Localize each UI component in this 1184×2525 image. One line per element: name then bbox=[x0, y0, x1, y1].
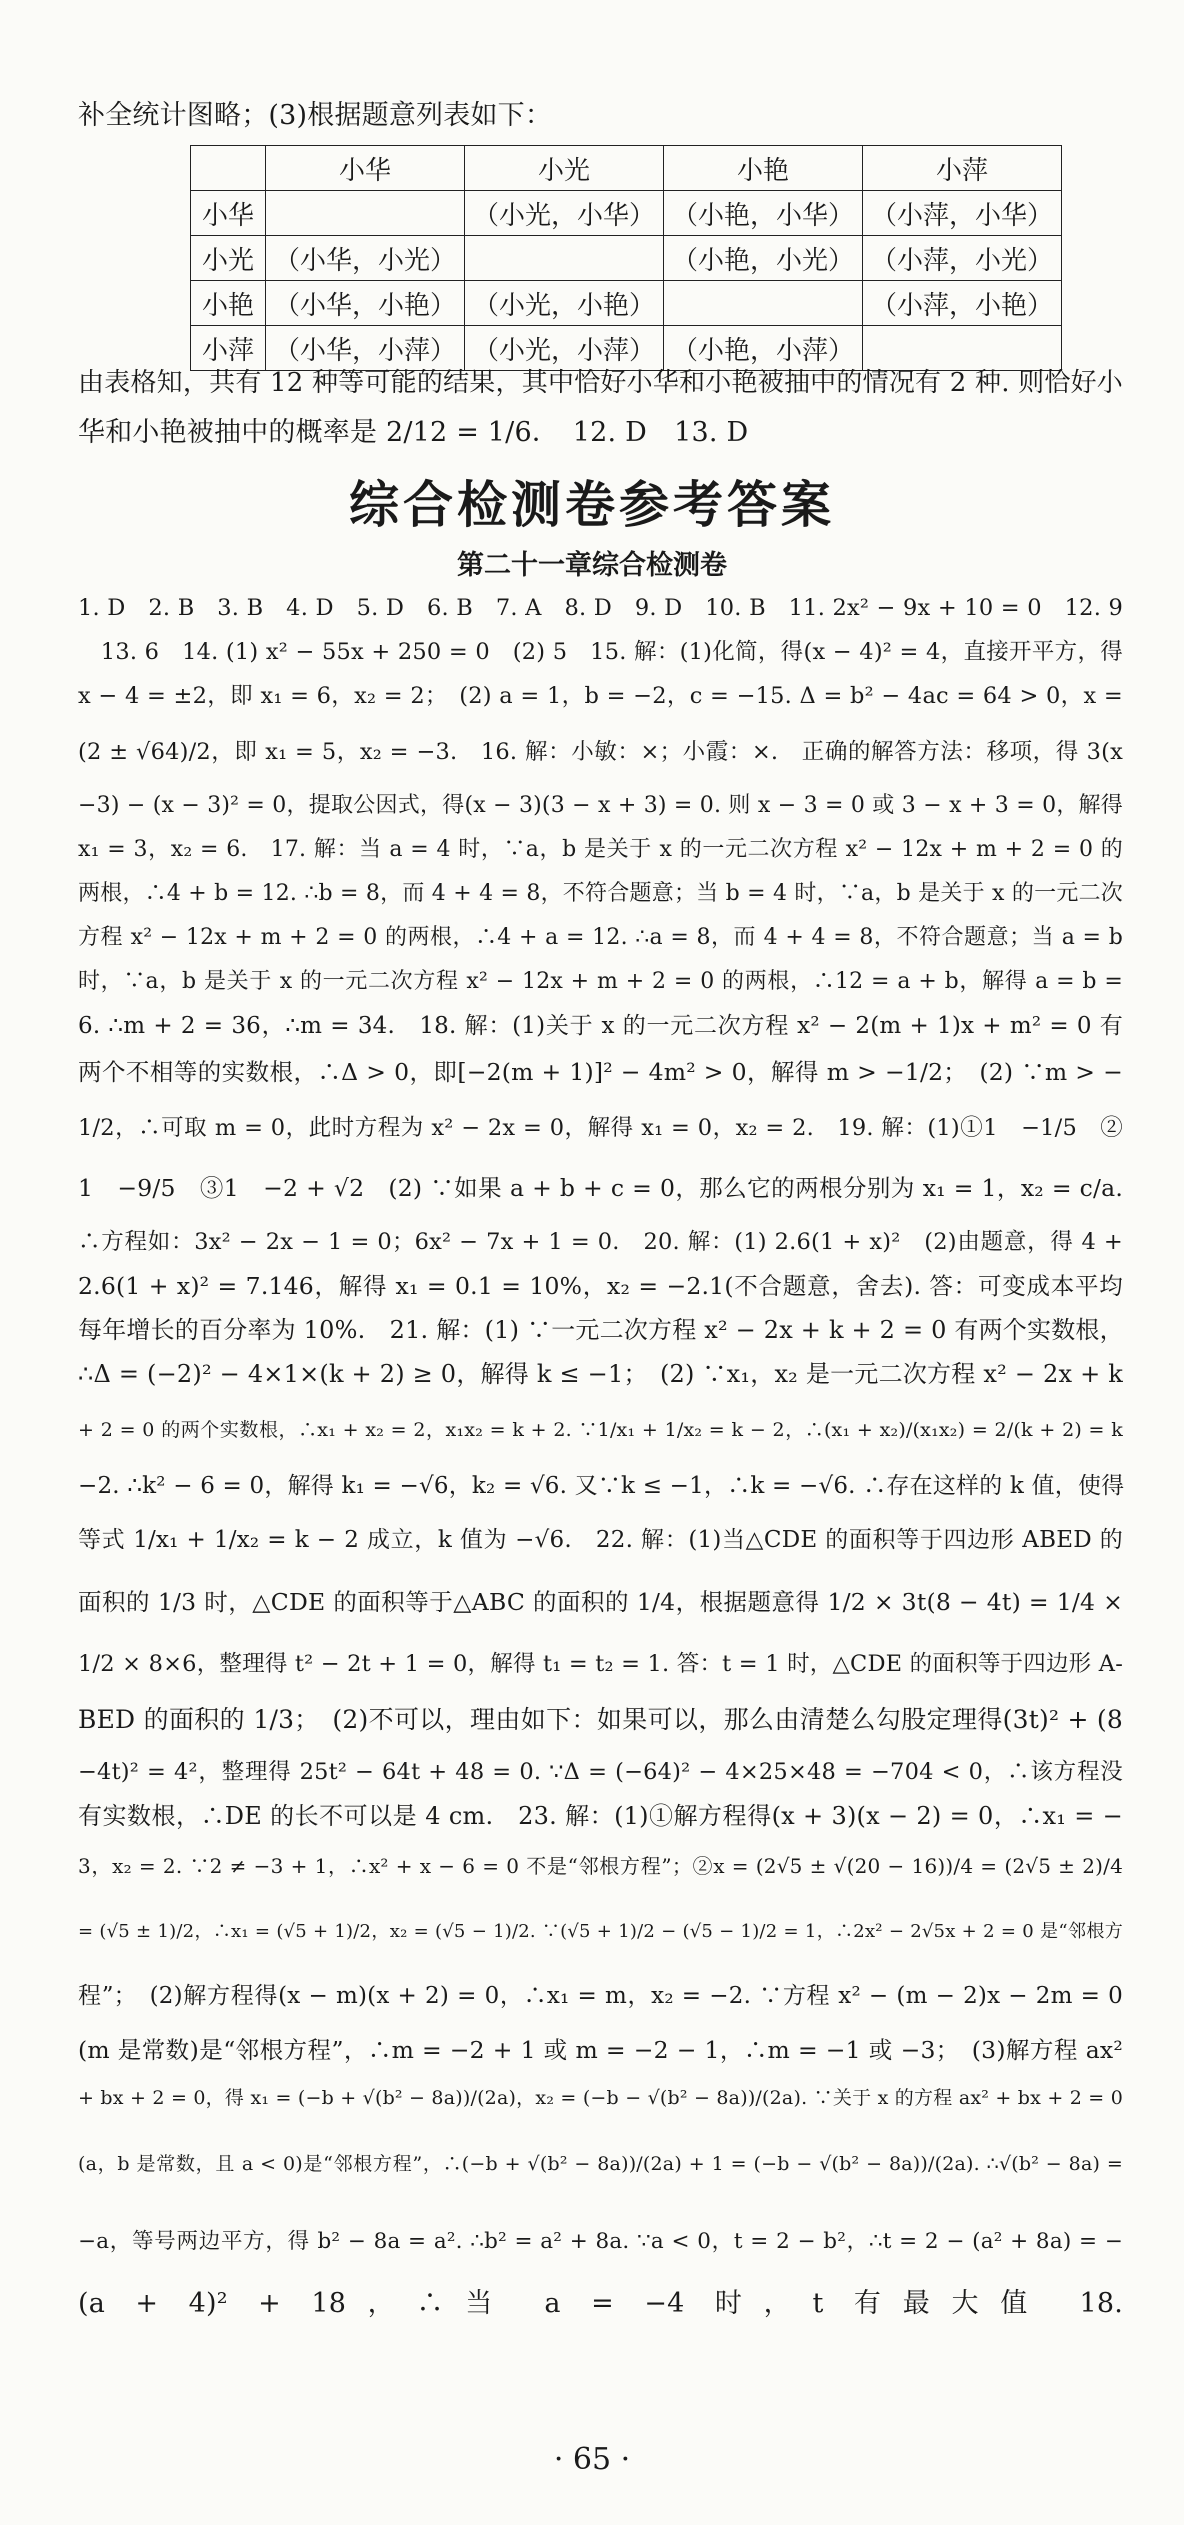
table-cell bbox=[664, 281, 863, 326]
answer-line: BED 的面积的 1/3； (2)不可以，理由如下：如果可以，那么由清楚么勾股定理得(3t)² + (8 bbox=[78, 1705, 1123, 1734]
answer-line: −2. ∴k² − 6 = 0，解得 k₁ = −√6，k₂ = √6. 又∵k ≤ −1，∴k = −√6. ∴存在这样的 k 值，使得 bbox=[78, 1473, 1125, 1499]
table-cell: （小华，小艳） bbox=[266, 281, 465, 326]
answer-line: (2 ± √64)/2，即 x₁ = 5，x₂ = −3. 16. 解：小敏：×；小霞：×. 正确的解答方法：移项，得 3(x bbox=[78, 739, 1123, 765]
page-title: 综合检测卷参考答案 bbox=[349, 476, 835, 534]
answer-line: 方程 x² − 12x + m + 2 = 0 的两根，∴4 + a = 12. ∴a = 8，而 4 + 4 = 8，不符合题意；当 a = b bbox=[78, 925, 1123, 950]
table-cell: （小华，小萍） bbox=[266, 326, 465, 371]
table-cell: （小萍，小华） bbox=[863, 191, 1062, 236]
answer-line: x₁ = 3，x₂ = 6. 17. 解：当 a = 4 时，∵a，b 是关于 x 的一元二次方程 x² − 12x + m + 2 = 0 的 bbox=[78, 837, 1123, 862]
table-cell: （小艳，小华） bbox=[664, 191, 863, 236]
draw-result-table bbox=[190, 145, 1062, 371]
table-header-cell: 小华 bbox=[266, 146, 465, 191]
table-cell bbox=[266, 191, 465, 236]
answer-line: 1 −9/5 ③1 −2 + √2 (2) ∵如果 a + b + c = 0，那么它的两根分别为 x₁ = 1，x₂ = c/a. bbox=[78, 1174, 1123, 1202]
answer-line: 每年增长的百分率为 10%. 21. 解：(1) ∵一元二次方程 x² − 2x + k + 2 = 0 有两个实数根， bbox=[78, 1316, 1124, 1344]
table-cell: （小艳，小光） bbox=[664, 236, 863, 281]
answer-line: 等式 1/x₁ + 1/x₂ = k − 2 成立，k 值为 −√6. 22. 解：(1)当△CDE 的面积等于四边形 ABED 的 bbox=[78, 1527, 1123, 1553]
answer-line: 1. D 2. B 3. B 4. D 5. D 6. B 7. A 8. D 9. D 10. B 11. 2x² − 9x + 10 = 0 12. 9 bbox=[78, 595, 1123, 621]
answer-line: ∴方程如：3x² − 2x − 1 = 0；6x² − 7x + 1 = 0. 20. 解：(1) 2.6(1 + x)² (2)由题意，得 4 + bbox=[78, 1229, 1123, 1255]
table-row bbox=[191, 281, 1062, 326]
page-number: · 65 · bbox=[553, 2442, 631, 2477]
row-header: 小光 bbox=[191, 236, 266, 281]
table-cell: （小萍，小光） bbox=[863, 236, 1062, 281]
answer-line: 面积的 1/3 时，△CDE 的面积等于△ABC 的面积的 1/4，根据题意得 1/2 × 3t(8 − 4t) = 1/4 × bbox=[78, 1588, 1123, 1616]
answer-line: 程”； (2)解方程得(x − m)(x + 2) = 0，∴x₁ = m，x₂ = −2. ∵方程 x² − (m − 2)x − 2m = 0 bbox=[78, 1983, 1123, 2009]
answer-line: 时，∵a，b 是关于 x 的一元二次方程 x² − 12x + m + 2 = 0 的两根，∴12 = a + b，解得 a = b = bbox=[78, 969, 1123, 994]
answer-line: −a，等号两边平方，得 b² − 8a = a². ∴b² = a² + 8a. ∵a < 0，t = 2 − b²，∴t = 2 − (a² + 8a) = − bbox=[78, 2229, 1123, 2254]
answer-line: 有实数根，∴DE 的长不可以是 4 cm. 23. 解：(1)①解方程得(x + 3)(x − 2) = 0，∴x₁ = − bbox=[78, 1802, 1123, 1830]
answer-line: 3，x₂ = 2. ∵2 ≠ −3 + 1，∴x² + x − 6 = 0 不是“邻根方程”；②x = (2√5 ± √(20 − 16))/4 = (2√5 ± 2)/4 bbox=[78, 1854, 1123, 1878]
answer-line: = (√5 ± 1)/2，∴x₁ = (√5 + 1)/2，x₂ = (√5 − 1)/2. ∵(√5 + 1)/2 − (√5 − 1)/2 = 1，∴2x² − 2√5x + 2 = 0 是“邻根方 bbox=[78, 1921, 1123, 1942]
answer-line: ∴Δ = (−2)² − 4×1×(k + 2) ≥ 0，解得 k ≤ −1； (2) ∵x₁，x₂ 是一元二次方程 x² − 2x + k bbox=[78, 1360, 1123, 1388]
table-header-cell: 小光 bbox=[465, 146, 664, 191]
table-cell: （小艳，小萍） bbox=[664, 326, 863, 371]
row-header: 小艳 bbox=[191, 281, 266, 326]
table-header-cell: 小萍 bbox=[863, 146, 1062, 191]
answer-line: −3) − (x − 3)² = 0，提取公因式，得(x − 3)(3 − x + 3) = 0. 则 x − 3 = 0 或 3 − x + 3 = 0，解得 bbox=[78, 793, 1123, 818]
table-header-row bbox=[191, 146, 1062, 191]
section-subtitle: 第二十一章综合检测卷 bbox=[457, 550, 727, 581]
answer-line: 两个不相等的实数根，∴Δ > 0，即[−2(m + 1)]² − 4m² > 0，解得 m > −1/2； (2) ∵m > − bbox=[78, 1058, 1123, 1086]
answer-line: (a，b 是常数，且 a < 0)是“邻根方程”，∴(−b + √(b² − 8a))/(2a) + 1 = (−b − √(b² − 8a))/(2a). ∴√(b² − 8a) = bbox=[78, 2153, 1123, 2175]
row-header: 小华 bbox=[191, 191, 266, 236]
answer-line: 1/2 × 8×6，整理得 t² − 2t + 1 = 0，解得 t₁ = t₂ = 1. 答：t = 1 时，△CDE 的面积等于四边形 A- bbox=[78, 1651, 1123, 1677]
answer-line: (m 是常数)是“邻根方程”，∴m = −2 + 1 或 m = −2 − 1，∴m = −1 或 −3； (3)解方程 ax² bbox=[78, 2036, 1123, 2064]
answer-line: + 2 = 0 的两个实数根，∴x₁ + x₂ = 2，x₁x₂ = k + 2. ∵1/x₁ + 1/x₂ = k − 2，∴(x₁ + x₂)/(x₁x₂) = 2/(k + 2) = k bbox=[78, 1419, 1123, 1441]
answer-line: 两根，∴4 + b = 12. ∴b = 8，而 4 + 4 = 8，不符合题意；当 b = 4 时，∵a，b 是关于 x 的一元二次 bbox=[78, 881, 1123, 906]
answer-line: + bx + 2 = 0，得 x₁ = (−b + √(b² − 8a))/(2a)，x₂ = (−b − √(b² − 8a))/(2a). ∵关于 x 的方程 ax² + bx + 2 = 0 bbox=[78, 2087, 1123, 2109]
table-row bbox=[191, 191, 1062, 236]
answer-line: 2.6(1 + x)² = 7.146，解得 x₁ = 0.1 = 10%，x₂ = −2.1(不合题意，舍去). 答：可变成本平均 bbox=[78, 1272, 1123, 1300]
row-header: 小萍 bbox=[191, 326, 266, 371]
answer-line: (a + 4)² + 18，∴当 a = −4 时，t 有最大值 18. bbox=[78, 2288, 1123, 2319]
answer-line: −4t)² = 4²，整理得 25t² − 64t + 48 = 0. ∵Δ = (−64)² − 4×25×48 = −704 < 0，∴该方程没 bbox=[78, 1759, 1123, 1785]
table-row bbox=[191, 236, 1062, 281]
answer-line: 13. 6 14. (1) x² − 55x + 250 = 0 (2) 5 15. 解：(1)化简，得(x − 4)² = 4，直接开平方，得 bbox=[78, 639, 1123, 665]
intro-text: 补全统计图略；(3)根据题意列表如下： bbox=[78, 100, 553, 131]
table-cell: （小萍，小艳） bbox=[863, 281, 1062, 326]
table-cell: （小光，小华） bbox=[465, 191, 664, 236]
table-cell bbox=[191, 146, 266, 191]
answer-line: 1/2，∴可取 m = 0，此时方程为 x² − 2x = 0，解得 x₁ = 0，x₂ = 2. 19. 解：(1)①1 −1/5 ② bbox=[78, 1115, 1123, 1141]
table-cell bbox=[465, 236, 664, 281]
table-cell: （小光，小艳） bbox=[465, 281, 664, 326]
answer-line: x − 4 = ±2，即 x₁ = 6，x₂ = 2； (2) a = 1，b = −2，c = −15. Δ = b² − 4ac = 64 > 0，x = bbox=[78, 683, 1123, 709]
table-header-cell: 小艳 bbox=[664, 146, 863, 191]
probability-text: 华和小艳被抽中的概率是 2/12 = 1/6． 12. D 13. D bbox=[78, 417, 749, 448]
table-cell: （小光，小萍） bbox=[465, 326, 664, 371]
answer-line: 6. ∴m + 2 = 36，∴m = 34. 18. 解：(1)关于 x 的一元二次方程 x² − 2(m + 1)x + m² = 0 有 bbox=[78, 1013, 1123, 1039]
probability-text: 由表格知，共有 12 种等可能的结果，其中恰好小华和小艳被抽中的情况有 2 种. 则恰好小 bbox=[78, 368, 1123, 398]
table-cell: （小华，小光） bbox=[266, 236, 465, 281]
